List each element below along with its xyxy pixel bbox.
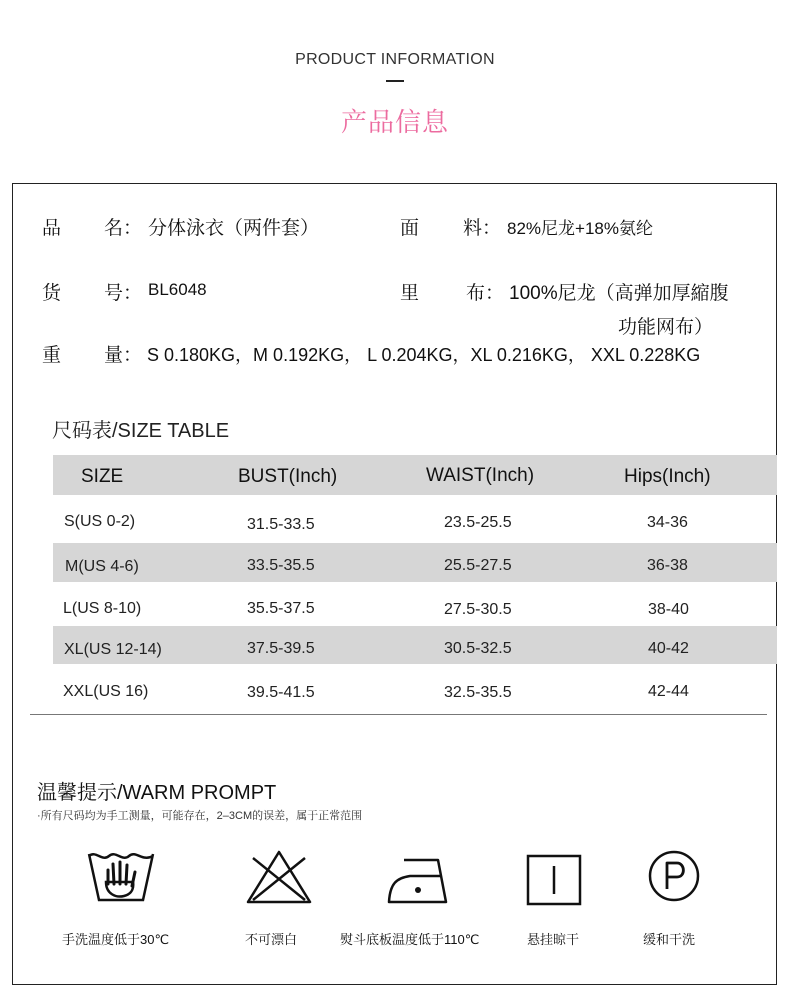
fabric-value: 82%尼龙+18%氨纶 <box>507 219 653 238</box>
lining-value-2: 功能网布） <box>618 317 714 338</box>
table-cell-bust: 33.5-35.5 <box>247 557 315 574</box>
table-cell-size: L(US 8-10) <box>63 600 142 617</box>
header-divider <box>386 80 404 82</box>
header-size: SIZE <box>81 466 124 487</box>
care-label-no-bleach: 不可漂白 <box>245 932 298 947</box>
item-value: BL6048 <box>148 280 207 299</box>
size-table-title: 尺码表/SIZE TABLE <box>52 420 230 442</box>
header-waist: WAIST(Inch) <box>426 465 535 486</box>
table-cell-bust: 37.5-39.5 <box>247 640 315 657</box>
table-cell-waist: 23.5-25.5 <box>444 514 512 531</box>
iron-icon <box>386 852 452 908</box>
item-label-a: 货 <box>42 283 62 304</box>
table-cell-hips: 38-40 <box>648 601 689 618</box>
line-dry-icon <box>526 852 582 908</box>
table-cell-size: XL(US 12-14) <box>64 641 162 658</box>
table-bottom-rule <box>30 714 767 715</box>
header-title-en: PRODUCT INFORMATION <box>295 51 495 68</box>
table-cell-bust: 31.5-33.5 <box>247 516 315 533</box>
lining-value-1: 100%尼龙（高弹加厚縮腹 <box>509 283 729 304</box>
do-not-bleach-icon <box>244 848 314 906</box>
fabric-label-b: 料： <box>463 218 502 239</box>
care-label-hand-wash: 手洗温度低于30℃ <box>62 932 170 947</box>
weight-value: S 0.180KG，M 0.192KG， L 0.204KG，XL 0.216KG， XXL 0.228KG <box>147 345 701 365</box>
warm-prompt-note: ·所有尺码均为手工测量，可能存在，2–3CM的误差，属于正常范围 <box>37 810 363 822</box>
item-label-b: 号： <box>104 283 143 304</box>
header-hips: Hips(Inch) <box>624 466 711 487</box>
lining-label-a: 里 <box>400 283 420 304</box>
fabric-label-a: 面 <box>400 218 420 239</box>
warm-prompt-title: 温馨提示/WARM PROMPT <box>37 782 277 804</box>
table-cell-hips: 42-44 <box>648 683 689 700</box>
table-cell-size: S(US 0-2) <box>64 513 136 530</box>
weight-label-b: 量： <box>104 345 143 366</box>
care-label-iron: 熨斗底板温度低于110℃ <box>340 932 480 947</box>
table-cell-bust: 35.5-37.5 <box>247 600 315 617</box>
table-cell-waist: 30.5-32.5 <box>444 640 512 657</box>
table-cell-hips: 40-42 <box>648 640 689 657</box>
name-label-b: 名： <box>104 218 143 239</box>
table-cell-bust: 39.5-41.5 <box>247 684 315 701</box>
table-cell-hips: 36-38 <box>647 557 688 574</box>
hand-wash-icon <box>86 848 156 906</box>
table-cell-hips: 34-36 <box>647 514 688 531</box>
name-label-a: 品 <box>42 218 62 239</box>
table-cell-waist: 25.5-27.5 <box>444 557 512 574</box>
care-label-line-dry: 悬挂晾干 <box>527 932 580 947</box>
table-cell-size: M(US 4-6) <box>65 558 139 575</box>
weight-label-a: 重 <box>42 345 62 366</box>
table-cell-waist: 27.5-30.5 <box>444 601 512 618</box>
name-value: 分体泳衣（两件套） <box>148 218 320 239</box>
table-cell-size: XXL(US 16) <box>63 683 149 700</box>
table-cell-waist: 32.5-35.5 <box>444 684 512 701</box>
care-label-dry-clean: 缓和干洗 <box>643 932 696 947</box>
lining-label-b: 布： <box>466 283 505 304</box>
dry-clean-p-icon <box>646 848 702 904</box>
header-bust: BUST(Inch) <box>238 466 338 487</box>
header-title-cn: 产品信息 <box>340 107 449 137</box>
